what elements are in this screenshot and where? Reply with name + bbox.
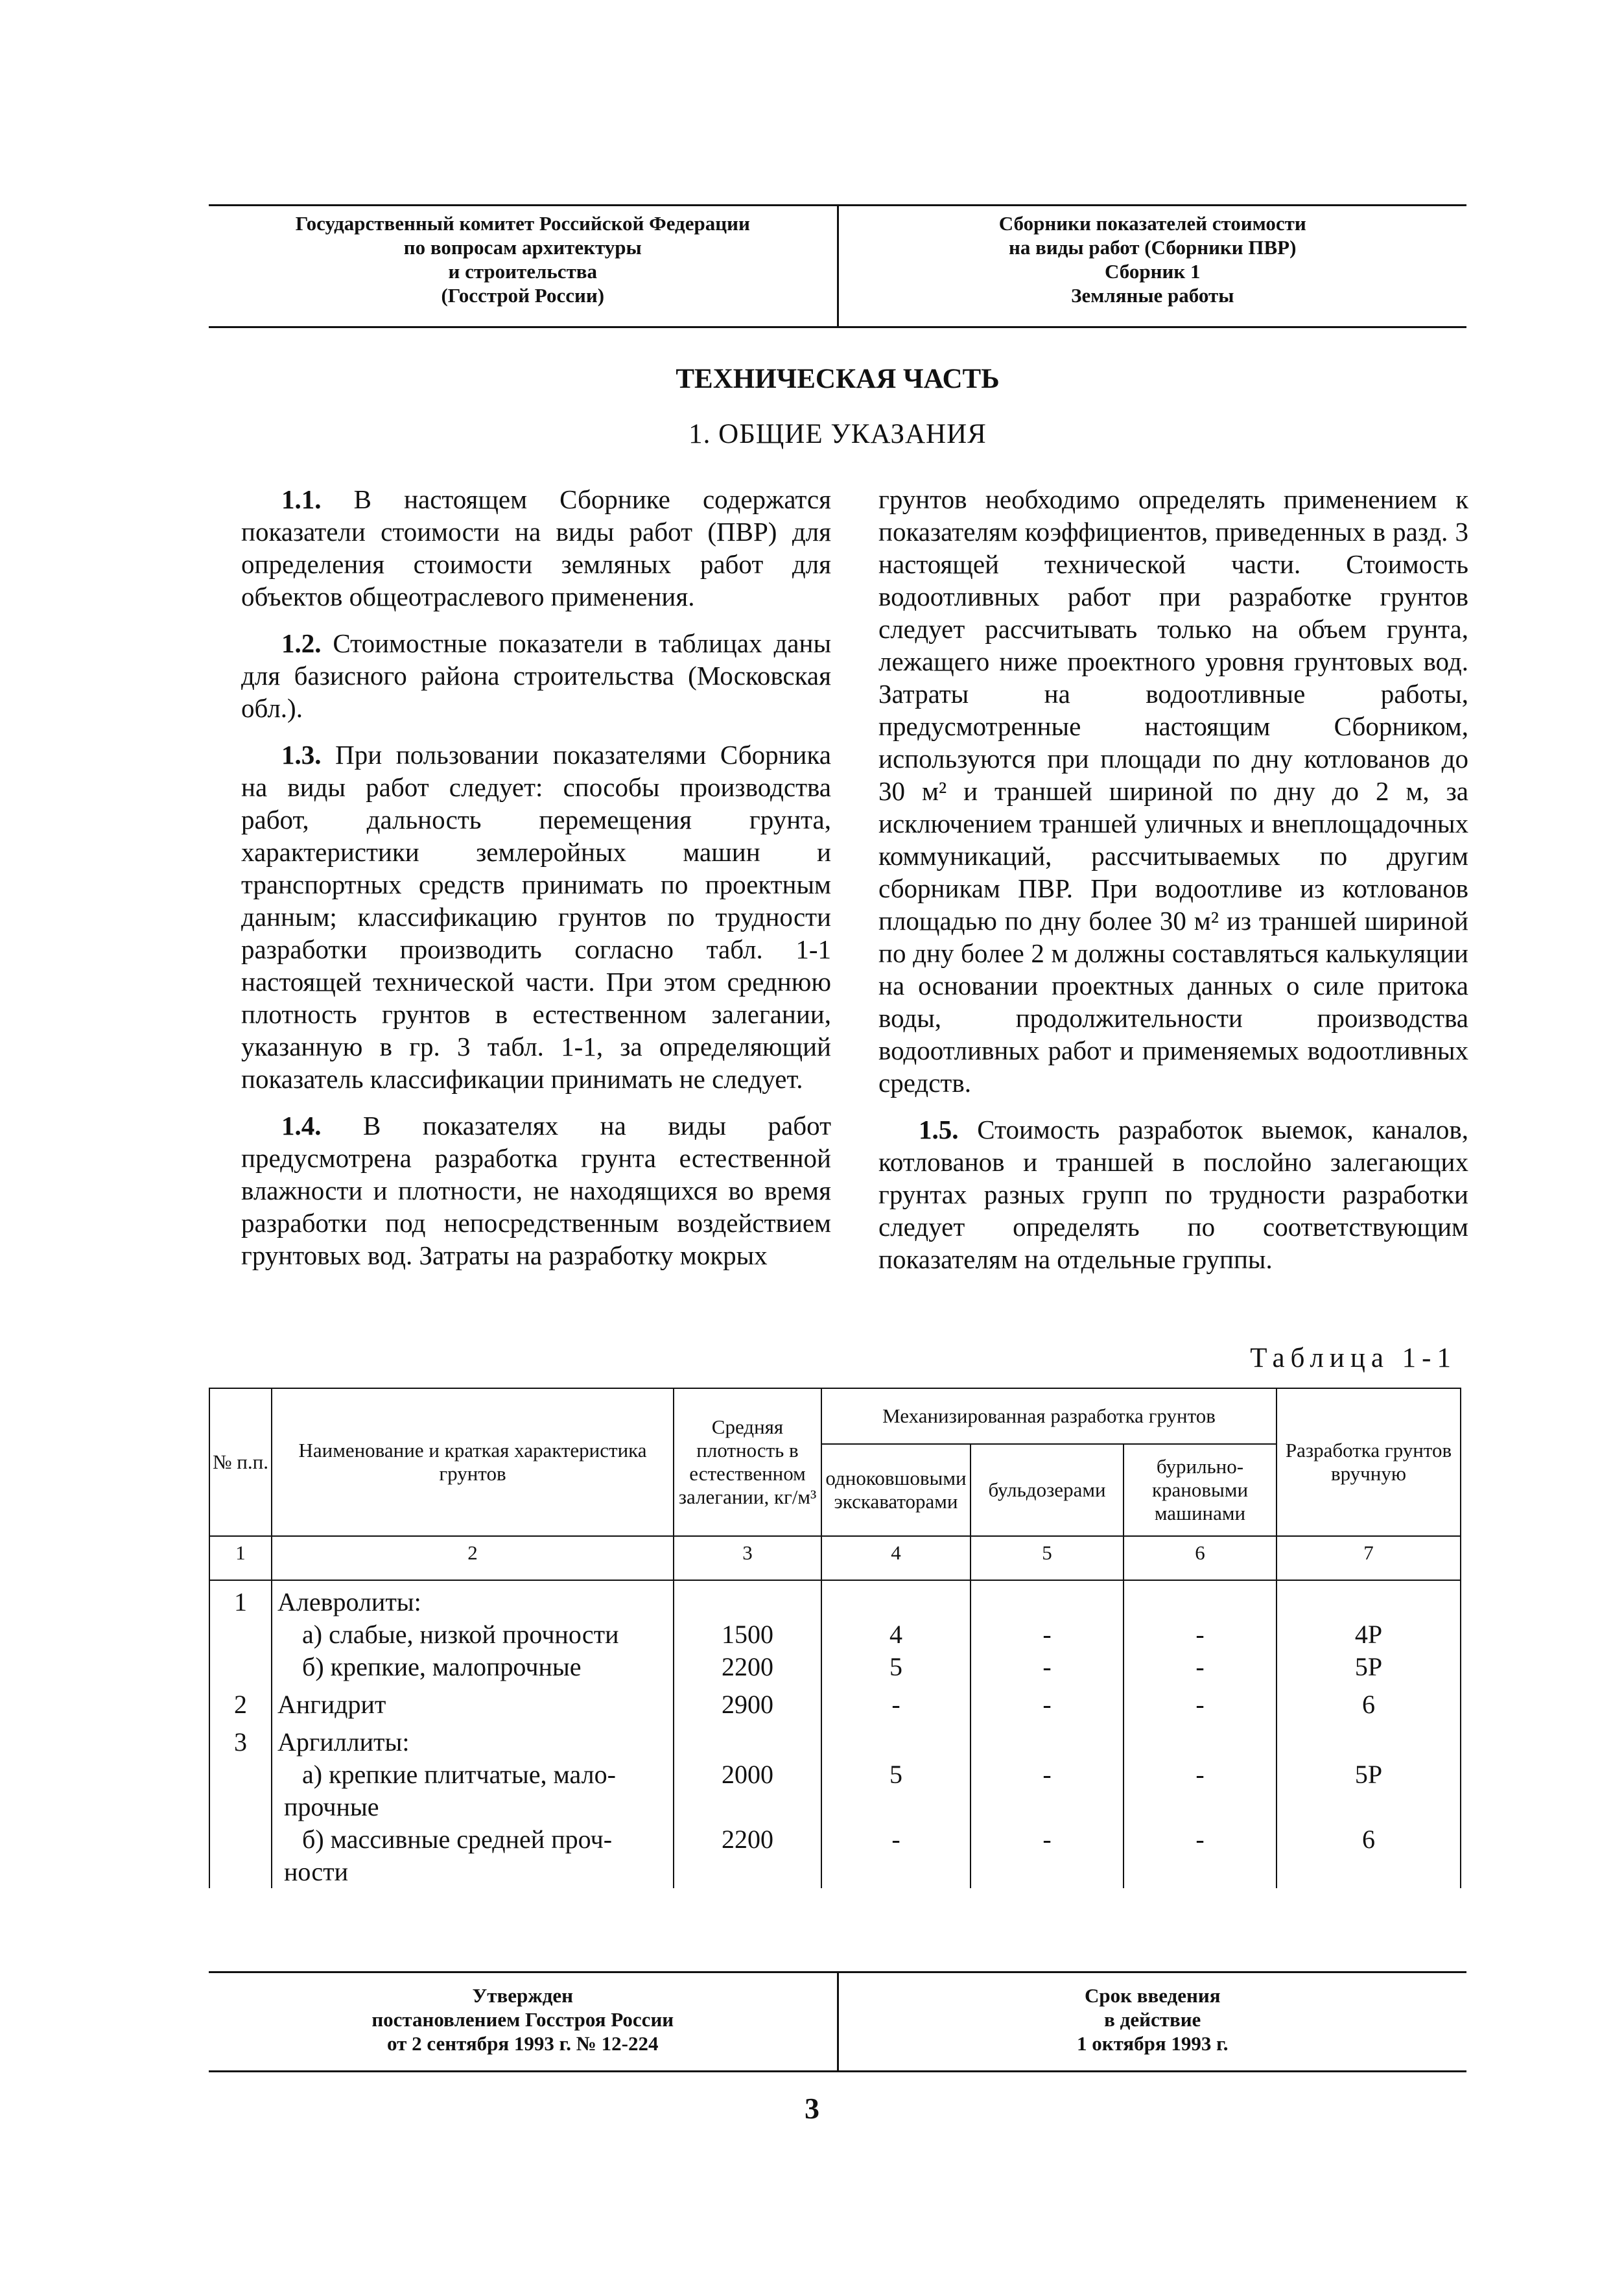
group-value: 6 — [1362, 1825, 1375, 1854]
approval-block — [209, 1973, 839, 2070]
issuer-line: (Госстрой России) — [441, 284, 605, 307]
section-title: 1. ОБЩИЕ УКАЗАНИЯ — [688, 419, 987, 449]
paragraph-text: Стоимость разработок выемок, каналов, котлованов и траншей в послойно залегающих грунтах разных групп по трудности разработки следует определять по соответствующим показателям на отдельные группы. — [878, 1115, 1468, 1274]
collection-line: Сборник 1 — [1105, 260, 1201, 283]
document-header — [209, 204, 1466, 328]
table-row — [209, 1683, 1461, 1721]
paragraph-1-4 — [241, 1109, 831, 1272]
text-column-left — [241, 483, 831, 1286]
header-num: № п.п. — [209, 1388, 272, 1536]
soil-name — [272, 1580, 674, 1683]
excavator-group-cell — [821, 1721, 971, 1888]
paragraph-number: 1.3. — [281, 740, 322, 770]
bulldozer-group-cell — [971, 1580, 1124, 1683]
table-row — [209, 1580, 1461, 1683]
soil-name — [272, 1721, 674, 1888]
header-density: Средняя плотность в естественном залегании, кг/м³ — [674, 1388, 821, 1536]
density-cell — [674, 1721, 821, 1888]
group-value: 5Р — [1354, 1652, 1383, 1681]
row-number: 2 — [209, 1683, 272, 1721]
column-number: 7 — [1277, 1536, 1461, 1580]
paragraph-text: Стоимостные показатели в таблицах даны для базисного района строительства (Московская обл.). — [241, 628, 831, 723]
issuer-line: Государственный комитет Российской Федерации — [295, 212, 750, 235]
group-value: - — [1195, 1652, 1205, 1681]
row-number: 3 — [209, 1721, 272, 1888]
paragraph-1-5 — [878, 1113, 1468, 1275]
soil-subtype: б) массивные средней проч- — [302, 1825, 613, 1854]
group-value: 5Р — [1354, 1760, 1383, 1789]
issuer-block — [209, 206, 839, 326]
paragraph-text: При пользовании показателями Сборника на виды работ следует: способы производства работ, дальность перемещения грунта, характеристики землеройных машин и транспортных средств принимать по проектным данным; классификацию грунтов по трудности разработки производить согласно табл. 1-1 настоящей технической части. При этом среднюю плотность грунтов в естественном залегании, указанную в гр. 3 табл. 1-1, за определяющий показатель классификации принимать не следует. — [241, 740, 831, 1094]
density-value: 2200 — [722, 1652, 773, 1681]
group-value: - — [971, 1683, 1124, 1721]
header-manual: Разработка грунтов вручную — [1277, 1388, 1461, 1536]
soil-name: Ангидрит — [272, 1683, 674, 1721]
density-cell — [674, 1580, 821, 1683]
group-value: - — [891, 1825, 900, 1854]
column-number-row — [209, 1536, 1461, 1580]
soil-classification-table — [209, 1388, 1461, 1888]
header-mechanized: Механизированная разработка грунтов — [821, 1388, 1277, 1444]
group-value: - — [1042, 1620, 1052, 1649]
paragraph-1-3 — [241, 739, 831, 1095]
soil-subtype-continued: прочные — [284, 1792, 379, 1821]
density-value: 2200 — [722, 1825, 773, 1854]
group-value: - — [1195, 1620, 1205, 1649]
group-value: - — [821, 1683, 971, 1721]
group-value: - — [1042, 1652, 1052, 1681]
group-value: 4 — [889, 1620, 902, 1649]
header-drill-crane: бурильно-крановыми машинами — [1124, 1444, 1277, 1536]
table-caption: Таблица 1-1 — [1250, 1343, 1457, 1373]
table-row — [209, 1721, 1461, 1888]
header-excavators: одноковшовыми экскаваторами — [821, 1444, 971, 1536]
soil-subtype: а) крепкие плитчатые, мало- — [302, 1760, 616, 1789]
paragraph-number: 1.2. — [281, 628, 322, 658]
approval-line: от 2 сентября 1993 г. № 12-224 — [387, 2032, 659, 2055]
column-number: 2 — [272, 1536, 674, 1580]
paragraph-1-4-continued: грунтов необходимо определять применением к показателям коэффициентов, приведенных в разд. 3 настоящей технической части. Стоимость водоотливных работ при разработке грунтов следует рассчитывать только на объем грунта, лежащего ниже проектного уровня грунтовых вод. Затраты на водоотливные работы, предусмотренные настоящим Сборником, используются при площади по дну котлованов до 30 м² и траншей шириной по дну до 2 м, за исключением траншей уличных и внеплощадочных коммуникаций, рассчитываемых по другим сборникам ПВР. При водоотливе из котлованов площадью по дну более 30 м² из траншей шириной по дну более 2 м должны составляться калькуляции на основании проектных данных о силе притока воды, продолжительности производства водоотливных работ и применяемых водоотливных средств. — [878, 484, 1468, 1098]
density-value: 2000 — [722, 1760, 773, 1789]
paragraph-1-2 — [241, 627, 831, 724]
group-value: 5 — [889, 1652, 902, 1681]
group-value: - — [1195, 1760, 1205, 1789]
effective-date-line: в действие — [1104, 2008, 1201, 2031]
soil-group-name: Аргиллиты: — [277, 1727, 410, 1757]
column-number: 5 — [971, 1536, 1124, 1580]
group-value: 5 — [889, 1760, 902, 1789]
collection-line: Земляные работы — [1071, 284, 1234, 307]
paragraph-text: В показателях на виды работ предусмотрена разработка грунта естественной влажности и плотности, не находящихся во время разработки под непосредственным воздействием грунтовых вод. Затраты на разработку мокрых — [241, 1111, 831, 1270]
paragraph-1-1 — [241, 483, 831, 613]
soil-subtype-continued: ности — [284, 1857, 349, 1886]
group-value: - — [1042, 1760, 1052, 1789]
group-value: - — [1042, 1825, 1052, 1854]
issuer-line: по вопросам архитектуры — [403, 236, 642, 259]
soil-group-name: Алевролиты: — [277, 1587, 421, 1616]
effective-date-block — [839, 1973, 1467, 2070]
collection-block — [839, 206, 1467, 326]
page-number: 3 — [805, 2092, 819, 2125]
group-value: - — [1195, 1825, 1205, 1854]
header-name: Наименование и краткая характеристика грунтов — [272, 1388, 674, 1536]
column-number: 6 — [1124, 1536, 1277, 1580]
paragraph-number: 1.1. — [281, 484, 322, 514]
page-title: ТЕХНИЧЕСКАЯ ЧАСТЬ — [676, 364, 1000, 394]
paragraph-number: 1.5. — [919, 1115, 959, 1144]
bulldozer-group-cell — [971, 1721, 1124, 1888]
excavator-group-cell — [821, 1580, 971, 1683]
paragraph-number: 1.4. — [281, 1111, 322, 1141]
column-number: 1 — [209, 1536, 272, 1580]
paragraph-text: В настоящем Сборнике содержатся показатели стоимости на виды работ (ПВР) для определения стоимости земляных работ для объектов общеотраслевого применения. — [241, 484, 831, 611]
drill-crane-group-cell — [1124, 1580, 1277, 1683]
column-number: 3 — [674, 1536, 821, 1580]
density-value: 1500 — [722, 1620, 773, 1649]
column-number: 4 — [821, 1536, 971, 1580]
soil-subtype: а) слабые, низкой прочности — [302, 1620, 619, 1649]
row-number: 1 — [209, 1580, 272, 1683]
drill-crane-group-cell — [1124, 1721, 1277, 1888]
approval-line: постановлением Госстроя России — [371, 2008, 674, 2031]
text-column-right — [878, 483, 1468, 1290]
document-footer — [209, 1971, 1466, 2072]
group-value: - — [1124, 1683, 1277, 1721]
effective-date-line: Срок введения — [1084, 1984, 1221, 2007]
header-bulldozers: бульдозерами — [971, 1444, 1124, 1536]
manual-group-cell — [1277, 1580, 1461, 1683]
density-value: 2900 — [674, 1683, 821, 1721]
issuer-line: и строительства — [448, 260, 598, 283]
effective-date-line: 1 октября 1993 г. — [1076, 2032, 1229, 2055]
group-value: 4Р — [1354, 1620, 1383, 1649]
collection-line: Сборники показателей стоимости — [998, 212, 1306, 235]
manual-group-cell — [1277, 1721, 1461, 1888]
approval-line: Утвержден — [472, 1984, 573, 2007]
soil-subtype: б) крепкие, малопрочные — [302, 1652, 582, 1681]
group-value: 6 — [1277, 1683, 1461, 1721]
collection-line: на виды работ (Сборники ПВР) — [1009, 236, 1297, 259]
